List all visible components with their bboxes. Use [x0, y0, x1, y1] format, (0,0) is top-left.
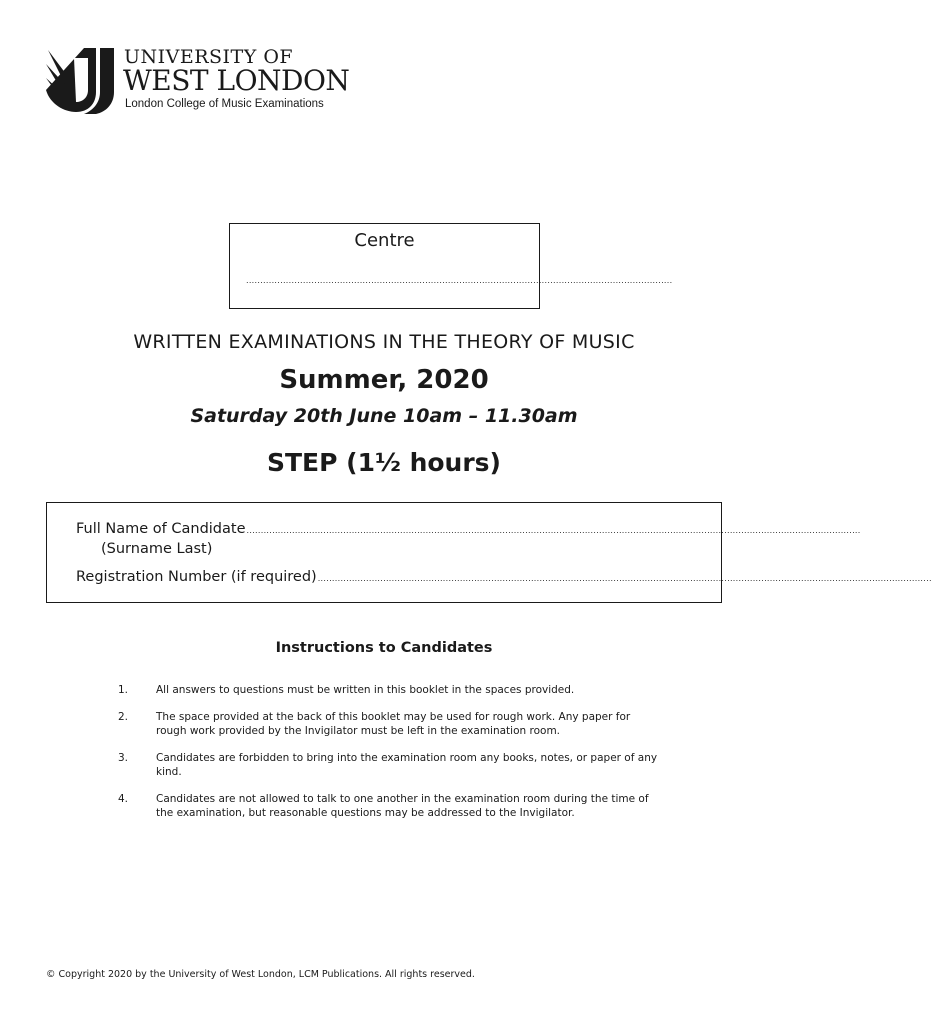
university-logo	[44, 42, 404, 114]
exam-title: WRITTEN EXAMINATIONS IN THE THEORY OF MUSIC	[133, 331, 635, 353]
instruction-number: 2.	[118, 711, 129, 723]
candidate-name-row	[76, 521, 861, 537]
instruction-number: 4.	[118, 793, 129, 805]
instruction-item	[118, 792, 658, 820]
instruction-number: 3.	[118, 752, 129, 764]
copyright-notice: © Copyright 2020 by the University of West London, LCM Publications. All rights reserved.	[46, 969, 475, 980]
centre-entry-line[interactable]: ......................................................................................................................................................	[246, 276, 673, 285]
candidate-details-box	[46, 502, 932, 603]
exam-session: Summer, 2020	[279, 365, 489, 395]
logo-line-lcm-examinations: London College of Music Examinations	[125, 98, 324, 110]
candidate-name-label: Full Name of Candidate	[76, 521, 246, 537]
instruction-text: All answers to questions must be written in this booklet in the spaces provided.	[156, 684, 575, 696]
registration-number-entry-line[interactable]: ........................................................................................................................................................................................................................	[317, 574, 932, 583]
logo-line-university-of: UNIVERSITY OF	[124, 46, 294, 68]
candidate-name-sublabel: (Surname Last)	[101, 541, 213, 557]
exam-date-time: Saturday 20th June 10am – 11.30am	[190, 405, 578, 427]
instruction-text: The space provided at the back of this booklet may be used for rough work. Any paper for rough work provided by the Invigilator must be left in the examination room.	[156, 711, 631, 737]
instructions-heading: Instructions to Candidates	[275, 640, 493, 656]
instruction-item	[118, 710, 658, 738]
exam-step-title: STEP (1½ hours)	[267, 448, 501, 477]
logo-line-west-london: WEST LONDON	[123, 64, 350, 97]
centre-label: Centre	[354, 230, 415, 251]
candidate-name-entry-line[interactable]: ........................................................................................................................................................................................................................	[246, 526, 861, 535]
instruction-item	[118, 751, 658, 779]
instruction-number: 1.	[118, 684, 129, 696]
instructions-list	[118, 683, 658, 833]
instruction-text: Candidates are forbidden to bring into the examination room any books, notes, or paper of any kind.	[156, 752, 658, 778]
registration-number-label: Registration Number (if required)	[76, 569, 317, 585]
centre-box	[229, 223, 673, 309]
uwl-logo-mark-icon	[44, 42, 116, 114]
instruction-item	[118, 683, 658, 697]
registration-number-row	[76, 569, 932, 585]
instruction-text: Candidates are not allowed to talk to one another in the examination room during the time of the examination, but reasonable questions may be addressed to the Invigilator.	[156, 793, 649, 819]
